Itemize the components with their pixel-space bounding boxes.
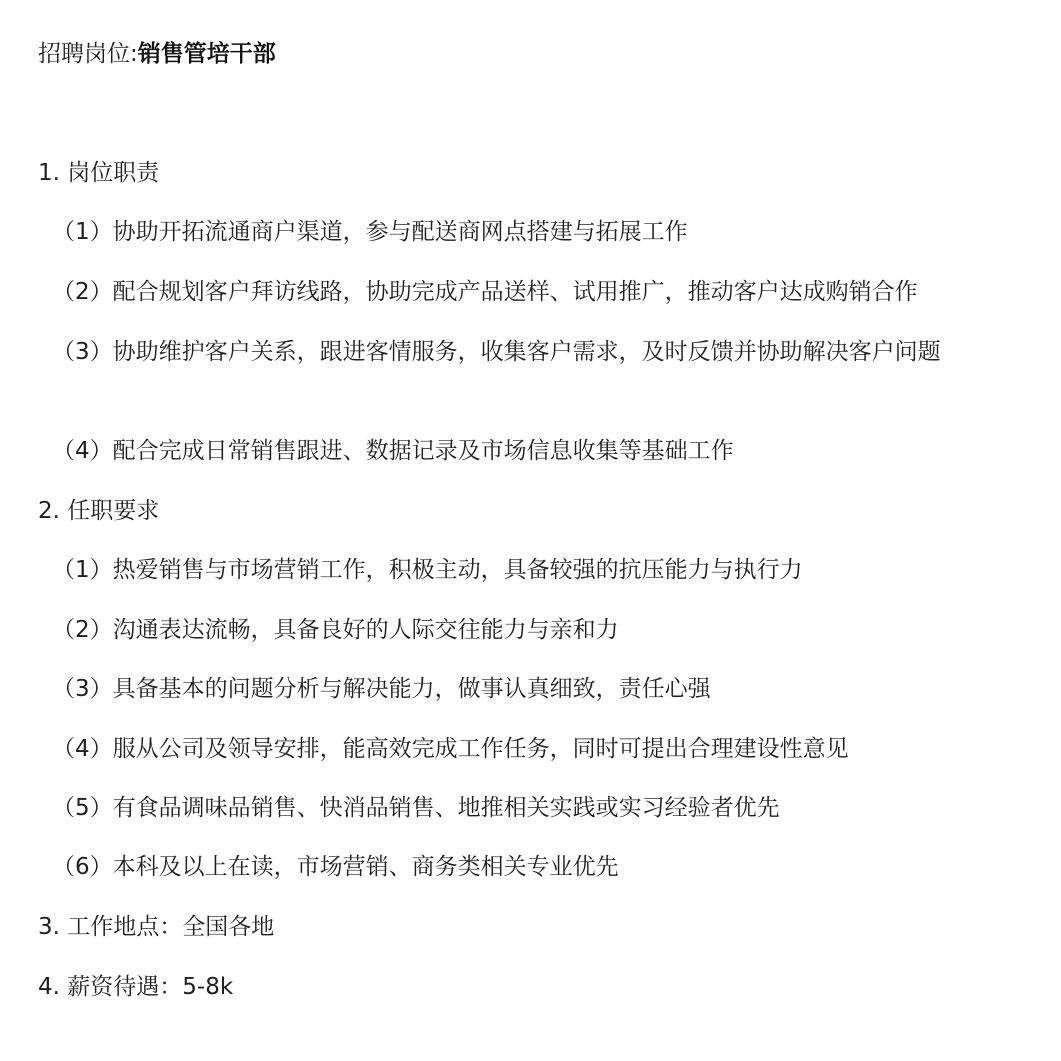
list-item: （1）热爱销售与市场营销工作，积极主动，具备较强的抗压能力与执行力 [52, 557, 803, 583]
job-title-value: 销售管培干部 [137, 41, 276, 67]
section-heading-salary: 4. 薪资待遇：5-8k [38, 974, 234, 1000]
list-item: （4）配合完成日常销售跟进、数据记录及市场信息收集等基础工作 [52, 438, 734, 464]
list-item: （5）有食品调味品销售、快消品销售、地推相关实践或实习经验者优先 [52, 795, 780, 821]
list-item: （1）协助开拓流通商户渠道，参与配送商网点搭建与拓展工作 [52, 219, 688, 245]
job-title [38, 38, 276, 70]
list-item: （6）本科及以上在读，市场营销、商务类相关专业优先 [52, 854, 619, 880]
section-heading-location: 3. 工作地点：全国各地 [38, 914, 275, 940]
list-item: （2）配合规划客户拜访线路，协助完成产品送样、试用推广，推动客户达成购销合作 [52, 279, 918, 305]
list-item: （2）沟通表达流畅，具备良好的人际交往能力与亲和力 [52, 617, 619, 643]
list-item: （3）协助维护客户关系，跟进客情服务，收集客户需求，及时反馈并协助解决客户问题 [52, 339, 941, 365]
list-item: （3）具备基本的问题分析与解决能力，做事认真细致，责任心强 [52, 676, 711, 702]
job-title-label: 招聘岗位: [38, 41, 138, 67]
section-heading-requirements: 2. 任职要求 [38, 498, 160, 524]
section-heading-duties: 1. 岗位职责 [38, 160, 160, 186]
list-item: （4）服从公司及领导安排，能高效完成工作任务，同时可提出合理建设性意见 [52, 736, 849, 762]
